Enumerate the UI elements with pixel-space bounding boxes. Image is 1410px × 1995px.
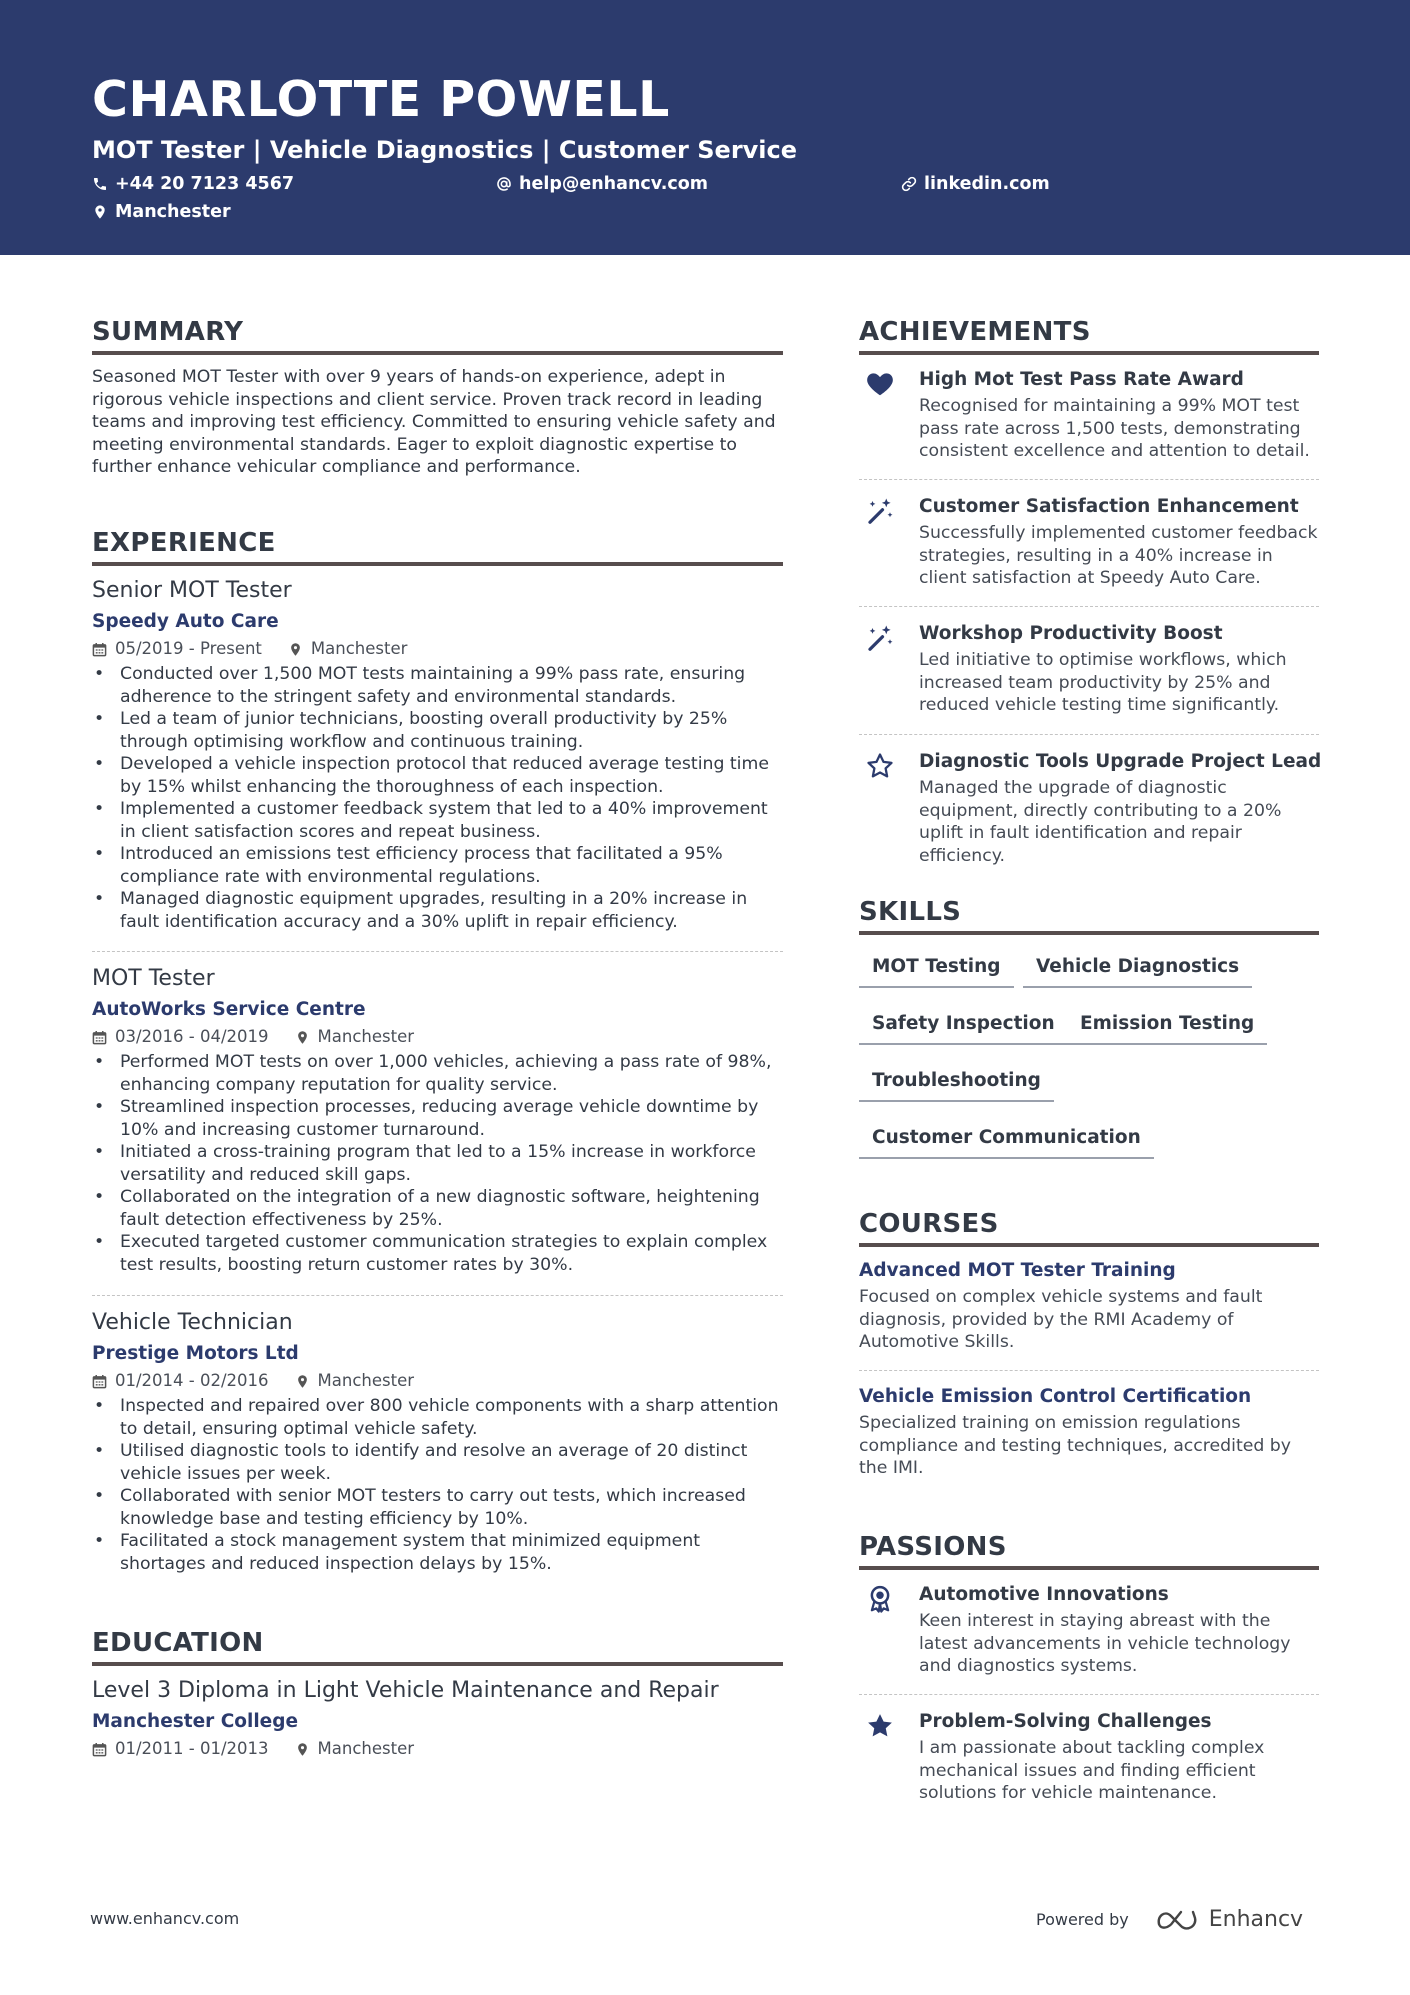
divider [92,1295,783,1296]
job-bullets [92,663,783,933]
passion-title: Automotive Innovations [919,1584,1169,1605]
degree-title: Level 3 Diploma in Light Vehicle Maintenance and Repair [92,1678,719,1703]
magic-wand-icon [865,496,895,526]
contact-email[interactable] [496,174,708,194]
location-text: Manchester [115,202,231,222]
company-name[interactable]: Prestige Motors Ltd [92,1343,299,1364]
skill-tag: Customer Communication [859,1121,1154,1159]
job-bullets [92,1051,783,1276]
footer-website[interactable]: www.enhancv.com [90,1909,240,1928]
job-location [288,636,408,662]
bullet-item: • Introduced an emissions test efficiency process that facilitated a 95% compliance rate with environmental regulations. [92,843,783,888]
divider [859,606,1319,607]
calendar-icon [92,1374,107,1389]
skill-tag: Emission Testing [1067,1007,1267,1045]
map-pin-icon [295,1742,310,1757]
job-dates: 01/2014 - 02/2016 [115,1371,269,1390]
candidate-name: CHARLOTTE POWELL [92,71,670,128]
passions-heading: PASSIONS [859,1531,1319,1570]
skill-tag: Vehicle Diagnostics [1023,950,1252,988]
skill-tag: MOT Testing [859,950,1014,988]
powered-by-text: Powered by [1036,1909,1129,1929]
header-banner [0,0,1410,255]
bullet-item: • Performed MOT tests on over 1,000 vehicles, achieving a pass rate of 98%, enhancing company reputation for quality service. [92,1051,783,1096]
star-filled-icon [865,1711,895,1741]
achievements-heading: ACHIEVEMENTS [859,316,1319,355]
bullet-item: • Conducted over 1,500 MOT tests maintaining a 99% pass rate, ensuring adherence to the stringent safety and environmental standards. [92,663,783,708]
bullet-item: • Initiated a cross-training program that led to a 15% increase in workforce versatility and reduced skill gaps. [92,1141,783,1186]
map-pin-icon [288,642,303,657]
email-text: help@enhancv.com [519,174,709,194]
footer-powered [1036,1906,1303,1932]
job-dates: 05/2019 - Present [115,639,262,658]
job-location-text: Manchester [310,639,408,658]
map-pin-icon [92,204,108,220]
bullet-item: • Implemented a customer feedback system that led to a 40% improvement in client satisfaction scores and repeat business. [92,798,783,843]
achievement-title: High Mot Test Pass Rate Award [919,369,1244,390]
company-name[interactable]: Speedy Auto Care [92,611,279,632]
bullet-item: • Streamlined inspection processes, reducing average vehicle downtime by 10% and increasing customer turnaround. [92,1096,783,1141]
job-entry [92,964,783,1276]
achievement-title: Workshop Productivity Boost [919,623,1223,644]
job-bullets [92,1395,783,1575]
divider [859,1370,1319,1371]
enhancv-logo-icon [1155,1906,1201,1932]
achievement-desc: Recognised for maintaining a 99% MOT test pass rate across 1,500 tests, demonstrating consistent excellence and attention to detail. [919,396,1310,461]
summary-heading: SUMMARY [92,316,783,355]
education-location-text: Manchester [317,1739,415,1758]
achievement-desc: Led initiative to optimise workflows, which increased team productivity by 25% and reduced vehicle testing time significantly. [919,650,1287,715]
achievement-title: Diagnostic Tools Upgrade Project Lead [919,751,1322,772]
job-meta [92,1368,783,1394]
brand-name: Enhancv [1208,1906,1304,1932]
job-dates: 03/2016 - 04/2019 [115,1027,269,1046]
course-title[interactable]: Advanced MOT Tester Training [859,1260,1176,1281]
contact-location [92,202,231,222]
job-location-text: Manchester [317,1027,415,1046]
map-pin-icon [295,1030,310,1045]
calendar-icon [92,1742,107,1757]
bullet-item: • Inspected and repaired over 800 vehicle components with a sharp attention to detail, ensuring optimal vehicle safety. [92,1395,783,1440]
education-location [295,1736,415,1762]
school-name[interactable]: Manchester College [92,1711,299,1732]
map-pin-icon [295,1374,310,1389]
phone-text: +44 20 7123 4567 [115,174,295,194]
bullet-item: • Facilitated a stock management system that minimized equipment shortages and reduced inspection delays by 15%. [92,1530,783,1575]
company-name[interactable]: AutoWorks Service Centre [92,999,366,1020]
award-ribbon-icon [865,1584,895,1614]
summary-text: Seasoned MOT Tester with over 9 years of hands-on experience, adept in rigorous vehicle inspections and client service. Proven track record in leading teams and improving test efficiency. Committed to ensuring vehicle safety and meeting environmental standards. Eager to exploit diagnostic expertise to further enhance vehicular compliance and performance. [92,367,776,477]
education-dates: 01/2011 - 01/2013 [115,1739,269,1758]
achievement-item [859,621,1319,717]
bullet-item: • Collaborated with senior MOT testers to carry out tests, which increased knowledge base and testing efficiency by 10%. [92,1485,783,1530]
phone-icon [92,176,108,192]
divider [859,1694,1319,1695]
magic-wand-icon [865,623,895,653]
divider [92,951,783,952]
bullet-item: • Managed diagnostic equipment upgrades, resulting in a 20% increase in fault identification accuracy and a 30% uplift in repair efficiency. [92,888,783,933]
skill-tag: Safety Inspection [859,1007,1068,1045]
link-icon [901,176,917,192]
skill-tag: Troubleshooting [859,1064,1054,1102]
course-desc: Specialized training on emission regulations compliance and testing techniques, accredited by the IMI. [859,1413,1292,1478]
job-entry [92,1308,783,1575]
contact-phone[interactable] [92,174,294,194]
bullet-item: • Utilised diagnostic tools to identify and resolve an average of 20 distinct vehicle issues per week. [92,1440,783,1485]
achievement-item [859,367,1319,463]
heart-icon [865,369,895,399]
job-location [295,1368,415,1394]
course-item [859,1384,1319,1480]
bullet-item: • Developed a vehicle inspection protocol that reduced average testing time by 15% whilst enhancing the thoroughness of each inspection. [92,753,783,798]
passion-item [859,1709,1319,1805]
job-location [295,1024,415,1050]
job-meta [92,636,783,662]
website-text: linkedin.com [924,174,1050,194]
education-entry [92,1676,783,1762]
achievement-title: Customer Satisfaction Enhancement [919,496,1299,517]
job-title: Senior MOT Tester [92,578,292,603]
candidate-tagline: MOT Tester | Vehicle Diagnostics | Customer Service [92,136,798,164]
passion-desc: I am passionate about tackling complex mechanical issues and finding efficient solutions for vehicle maintenance. [919,1738,1265,1803]
courses-heading: COURSES [859,1208,1319,1247]
course-item [859,1258,1319,1354]
skills-heading: SKILLS [859,896,1319,935]
bullet-item: • Led a team of junior technicians, boosting overall productivity by 25% through optimising workflow and continuous training. [92,708,783,753]
job-title: Vehicle Technician [92,1310,293,1335]
bullet-item: • Executed targeted customer communication strategies to explain complex test results, boosting return customer rates by 30%. [92,1231,783,1276]
achievement-desc: Managed the upgrade of diagnostic equipment, directly contributing to a 20% uplift in fault identification and repair efficiency. [919,778,1282,866]
course-title[interactable]: Vehicle Emission Control Certification [859,1386,1252,1407]
passion-title: Problem-Solving Challenges [919,1711,1212,1732]
divider [859,479,1319,480]
course-desc: Focused on complex vehicle systems and fault diagnosis, provided by the RMI Academy of Automotive Skills. [859,1287,1263,1352]
education-heading: EDUCATION [92,1627,783,1666]
star-outline-icon [865,751,895,781]
bullet-item: • Collaborated on the integration of a new diagnostic software, heightening fault detection effectiveness by 25%. [92,1186,783,1231]
brand-logo[interactable] [1155,1906,1303,1932]
job-location-text: Manchester [317,1371,415,1390]
achievement-item [859,494,1319,590]
passion-item [859,1582,1319,1678]
calendar-icon [92,1030,107,1045]
experience-heading: EXPERIENCE [92,527,783,566]
achievement-desc: Successfully implemented customer feedback strategies, resulting in a 40% increase in client satisfaction at Speedy Auto Care. [919,523,1318,588]
passion-desc: Keen interest in staying abreast with the latest advancements in vehicle technology and diagnostics systems. [919,1611,1291,1676]
divider [859,734,1319,735]
job-entry [92,576,783,933]
contact-website[interactable] [901,174,1050,194]
job-meta [92,1024,783,1050]
education-meta [92,1736,783,1762]
calendar-icon [92,642,107,657]
job-title: MOT Tester [92,966,215,991]
at-sign-icon [496,176,512,192]
achievement-item [859,749,1322,867]
